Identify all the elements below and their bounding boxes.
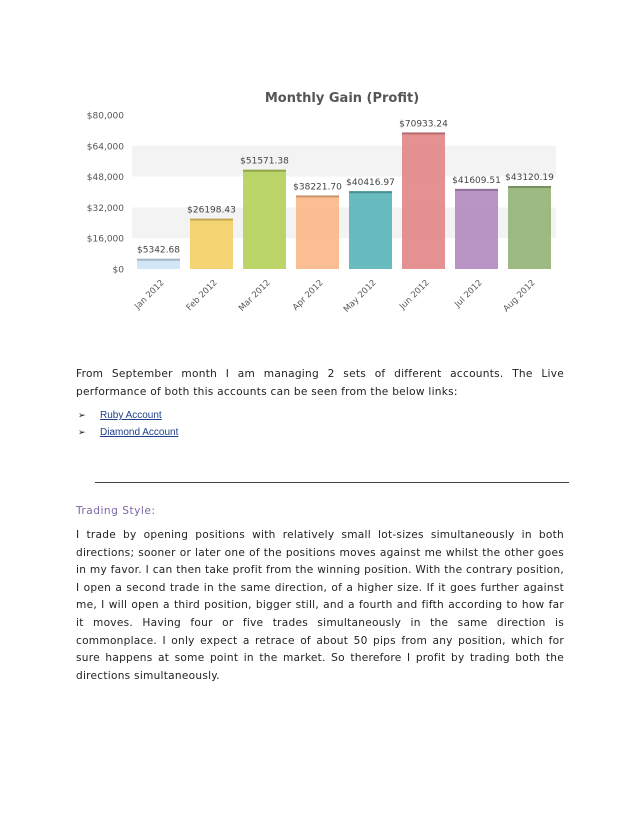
bar-value-label: $70933.24 — [399, 119, 448, 130]
bar — [508, 186, 551, 269]
bar-value-label: $40416.97 — [346, 178, 395, 189]
x-tick-label: Aug 2012 — [501, 278, 538, 315]
y-tick-label: $0 — [112, 265, 124, 276]
grid-band — [132, 146, 556, 177]
trading-style-paragraph: I trade by opening positions with relatively small lot-sizes simultaneously in both directions; sooner or later one of the positions moves against me whilst the other goes in my favor. I can then take profit from the winning position. With the contrary position, I open a second trade in the same direction, of a higher size. If it goes further against me, I will open a third position, bigger still, and a fourth and fifth according to how far it moves. Having four or five trades simultaneously in the same direction is commonplace. I only expect a retrace of about 50 pips from any position, which for sure happens at some point in the market. So therefore I profit by trading both the directions simultaneously. — [76, 529, 564, 682]
bars — [137, 119, 554, 269]
x-tick-label: Feb 2012 — [184, 278, 220, 313]
ruby-account-link[interactable]: Ruby Account — [100, 410, 162, 421]
bar — [455, 189, 498, 269]
bar — [190, 219, 233, 269]
section-heading: Trading Style: — [76, 505, 156, 517]
x-tick-label: Jan 2012 — [133, 278, 167, 312]
bar — [243, 170, 286, 269]
bar-cap — [190, 219, 233, 221]
y-tick-label: $80,000 — [86, 111, 124, 122]
list-item — [78, 407, 178, 424]
bar-value-label: $43120.19 — [505, 172, 554, 183]
arrow-bullet-icon: ➢ — [78, 410, 86, 420]
bar-cap — [349, 191, 392, 193]
x-tick-label: Mar 2012 — [237, 278, 273, 314]
account-links — [78, 407, 178, 441]
y-axis — [87, 112, 124, 276]
bar-cap — [402, 132, 445, 134]
bar — [349, 191, 392, 269]
x-axis — [132, 278, 537, 315]
bar — [296, 195, 339, 269]
bar-value-label: $41609.51 — [452, 175, 501, 186]
x-tick-label: Jul 2012 — [453, 278, 485, 310]
intro-paragraph: From September month I am managing 2 sets of different accounts. The Live performance of both this accounts can be seen from the below links: — [76, 368, 564, 398]
y-tick-label: $64,000 — [86, 142, 124, 153]
list-item — [78, 424, 178, 441]
bar — [402, 132, 445, 269]
bar-cap — [455, 189, 498, 191]
bar-cap — [296, 195, 339, 197]
bar-cap — [137, 259, 180, 261]
bar-value-label: $5342.68 — [137, 245, 180, 256]
bar-cap — [508, 186, 551, 188]
x-tick-label: Apr 2012 — [290, 278, 326, 313]
y-tick-label: $16,000 — [86, 234, 124, 245]
x-tick-label: Jun 2012 — [397, 278, 432, 312]
bar-value-label: $38221.70 — [293, 182, 342, 193]
y-tick-label: $48,000 — [86, 173, 124, 184]
x-tick-label: May 2012 — [341, 278, 379, 315]
horizontal-divider — [95, 482, 569, 483]
chart-title: Monthly Gain (Profit) — [264, 91, 420, 106]
diamond-account-link[interactable]: Diamond Account — [100, 427, 179, 438]
y-tick-label: $32,000 — [86, 203, 124, 214]
bar-cap — [243, 170, 286, 172]
bar-value-label: $26198.43 — [187, 205, 236, 216]
monthly-gain-chart — [0, 80, 638, 330]
arrow-bullet-icon: ➢ — [78, 427, 86, 437]
bar-value-label: $51571.38 — [240, 156, 289, 167]
